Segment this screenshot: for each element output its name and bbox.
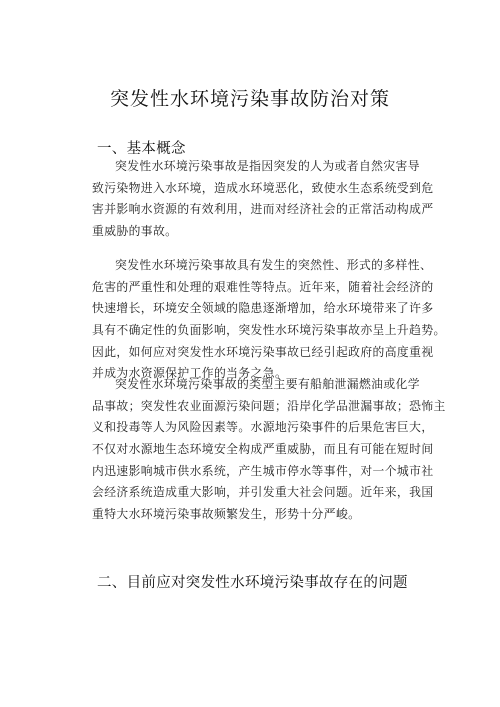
paragraph-line: 会经济系统造成重大影响，并引发重大社会问题。近年来，我国 bbox=[92, 485, 434, 500]
paragraph-line: 突发性水环境污染事故的类型主要有船舶泄漏燃油或化学 bbox=[115, 377, 420, 391]
paragraph-line: 因此，如何应对突发性水环境污染事故已经引起政府的高度重视 bbox=[92, 344, 434, 359]
paragraph-characteristics bbox=[92, 255, 452, 385]
section-heading-basic-concepts: 一、基本概念 bbox=[97, 141, 186, 157]
paragraph-line: 重威胁的事故。 bbox=[92, 224, 178, 239]
paragraph-line: 害并影响水资源的有效利用，进而对经济社会的正常活动构成严 bbox=[92, 202, 434, 217]
paragraph-definition bbox=[92, 156, 452, 243]
paragraph-line: 突发性水环境污染事故具有发生的突然性、形式的多样性、 bbox=[115, 258, 433, 272]
document-title: 突发性水环境污染事故防治对策 bbox=[109, 88, 390, 110]
paragraph-line: 突发性水环境污染事故是指因突发的人为或者自然灾害导 bbox=[115, 159, 420, 173]
paragraph-line: 致污染物进入水环境，造成水环境恶化，致使水生态系统受到危 bbox=[92, 180, 434, 195]
paragraph-line: 品事故；突发性农业面源污染问题；沿岸化学品泄漏事故；恐怖主 bbox=[92, 398, 446, 413]
paragraph-line: 危害的严重性和处理的艰难性等特点。近年来，随着社会经济的 bbox=[92, 279, 434, 294]
paragraph-line: 不仅对水源地生态环境安全构成严重威胁，而且有可能在短时间 bbox=[92, 442, 434, 457]
paragraph-line: 重特大水环境污染事故频繁发生，形势十分严峻。 bbox=[92, 507, 361, 522]
paragraph-types bbox=[92, 374, 452, 526]
paragraph-line: 具有不确定性的负面影响，突发性水环境污染事故亦呈上升趋势。 bbox=[92, 323, 446, 338]
section-heading-current-problems: 二、目前应对突发性水环境污染事故存在的问题 bbox=[97, 575, 408, 591]
paragraph-line: 快速增长，环境安全领域的隐患逐渐增加，给水环境带来了许多 bbox=[92, 301, 434, 316]
paragraph-line: 义和投毒等人为风险因素等。水源地污染事件的后果危害巨大， bbox=[92, 420, 434, 435]
paragraph-line: 内迅速影响城市供水系统，产生城市停水等事件，对一个城市社 bbox=[92, 463, 434, 478]
paragraph-line: 并成为水资源保护工作的当务之急。 bbox=[92, 366, 288, 381]
